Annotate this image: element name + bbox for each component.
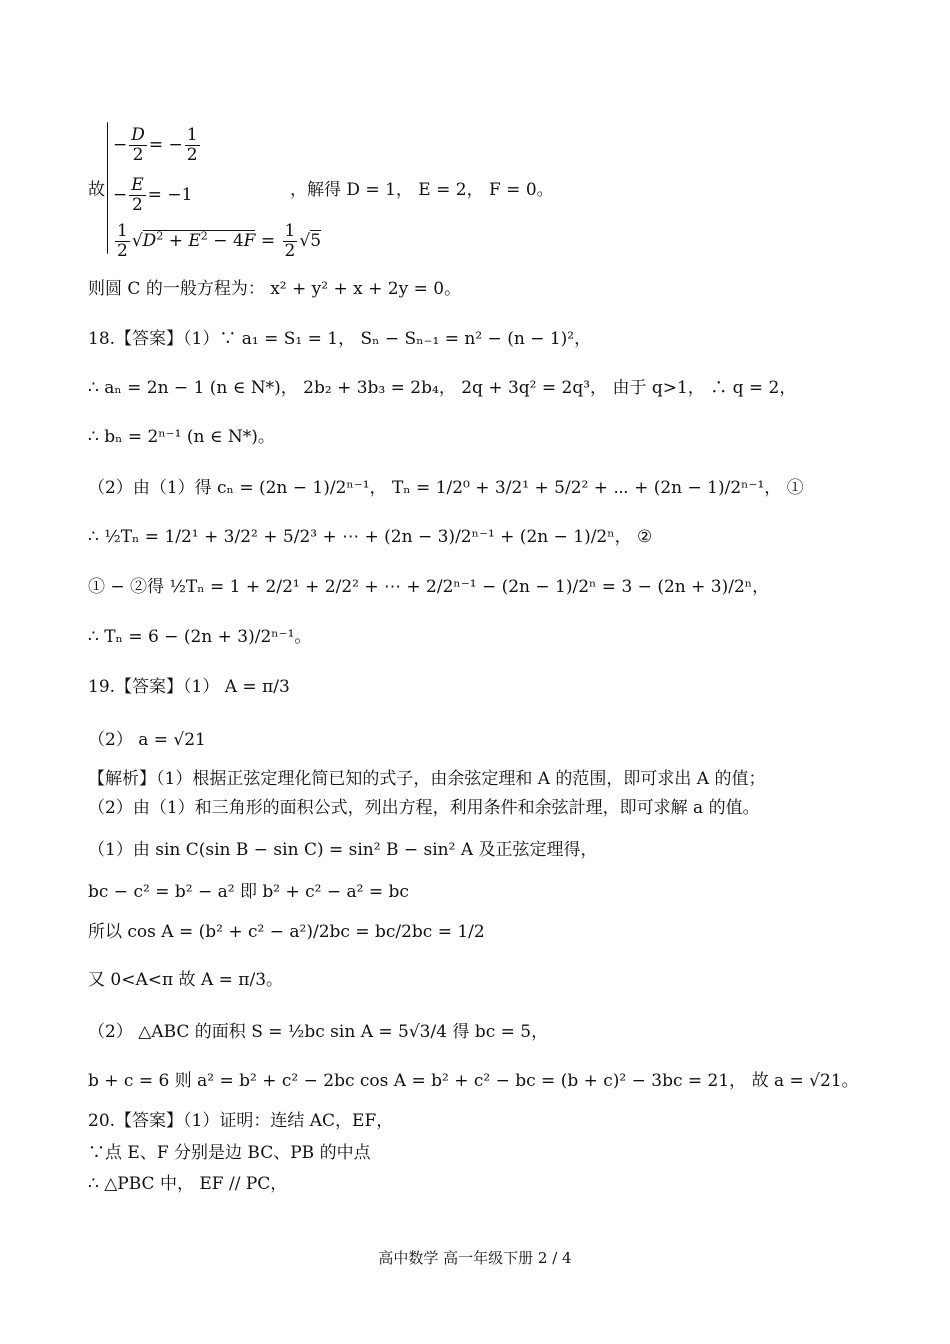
- q18-line-3: ∴ bₙ = 2ⁿ⁻¹ (n ∈ N*)。: [88, 427, 275, 447]
- q19-step-3: 所以 cos A = (b² + c² − a²)/2bc = bc/2bc = 1/2: [88, 922, 485, 942]
- system-row-3: $\frac{1}{2}$ $√D^2 + E^2 - 4F$ = $\frac{1}{2}$ √5: [117, 221, 322, 261]
- q19-step-2: bc − c² = b² − a² 即 b² + c² − a² = bc: [88, 882, 409, 902]
- page-footer: 高中数学 高一年级下册 2 / 4: [378, 1249, 572, 1267]
- q18-line-5: ∴ ½Tₙ = 1/2¹ + 3/2² + 5/2³ + ⋯ + (2n − 3)/2ⁿ⁻¹ + (2n − 1)/2ⁿ， ②: [88, 527, 653, 547]
- system-brace: [107, 122, 108, 254]
- q18-line-2: ∴ aₙ = 2n − 1 (n ∈ N*)， 2b₂ + 3b₃ = 2b₄， 2q + 3q² = 2q³， 由于 q>1， ∴ q = 2，: [88, 378, 797, 398]
- q19-analysis-1: 【解析】（1）根据正弦定理化简已知的式子，由余弦定理和 A 的范围，即可求出 A 的值；: [88, 769, 766, 789]
- q19-answer-1: 19.【答案】（1） A = π/3: [88, 677, 290, 697]
- system-row-2: − $\frac{E}{2}$ = −1: [113, 175, 193, 215]
- q19-step-5: （2） △ABC 的面积 S = ½bc sin A = 5√3/4 得 bc = 5，: [88, 1022, 549, 1042]
- q18-line-1: 18.【答案】（1）∵ a₁ = S₁ = 1， Sₙ − Sₙ₋₁ = n² − (n − 1)²，: [88, 329, 592, 349]
- system-prefix: 故: [88, 180, 105, 200]
- q18-line-4: （2）由（1）得 cₙ = (2n − 1)/2ⁿ⁻¹， Tₙ = 1/2⁰ + 3/2¹ + 5/2² + ⋯ + (2n − 1)/2ⁿ⁻¹， ①: [88, 478, 804, 498]
- q19-step-6: b + c = 6 则 a² = b² + c² − 2bc cos A = b² + c² − bc = (b + c)² − 3bc = 21， 故 a = √21。: [88, 1071, 859, 1091]
- q19-step-4: 又 0<A<π 故 A = π/3。: [88, 970, 284, 990]
- q20-line-1: 20.【答案】（1）证明：连结 AC，EF，: [88, 1111, 394, 1131]
- q19-analysis-2: （2）由（1）和三角形的面积公式，列出方程，利用条件和余弦計理，即可求解 a 的值。: [88, 798, 760, 818]
- circle-equation: 则圆 C 的一般方程为： x² + y² + x + 2y = 0。: [88, 279, 462, 299]
- q18-line-6: ① − ②得 ½Tₙ = 1 + 2/2¹ + 2/2² + ⋯ + 2/2ⁿ⁻¹ − (2n − 1)/2ⁿ = 3 − (2n + 3)/2ⁿ，: [88, 577, 770, 597]
- q18-line-7: ∴ Tₙ = 6 − (2n + 3)/2ⁿ⁻¹。: [88, 627, 312, 647]
- system-result: ，解得 D = 1， E = 2， F = 0。: [290, 180, 554, 200]
- system-row-1: − $\frac{D}{2}$ = − $\frac{1}{2}$: [113, 125, 198, 165]
- q19-step-1: （1）由 sin C(sin B − sin C) = sin² B − sin² A 及正弦定理得，: [88, 840, 598, 860]
- q19-answer-2: （2） a = √21: [88, 730, 206, 750]
- q20-line-3: ∴ △PBC 中， EF // PC，: [88, 1174, 288, 1194]
- q20-line-2: ∵点 E、F 分别是边 BC、PB 的中点: [88, 1143, 371, 1163]
